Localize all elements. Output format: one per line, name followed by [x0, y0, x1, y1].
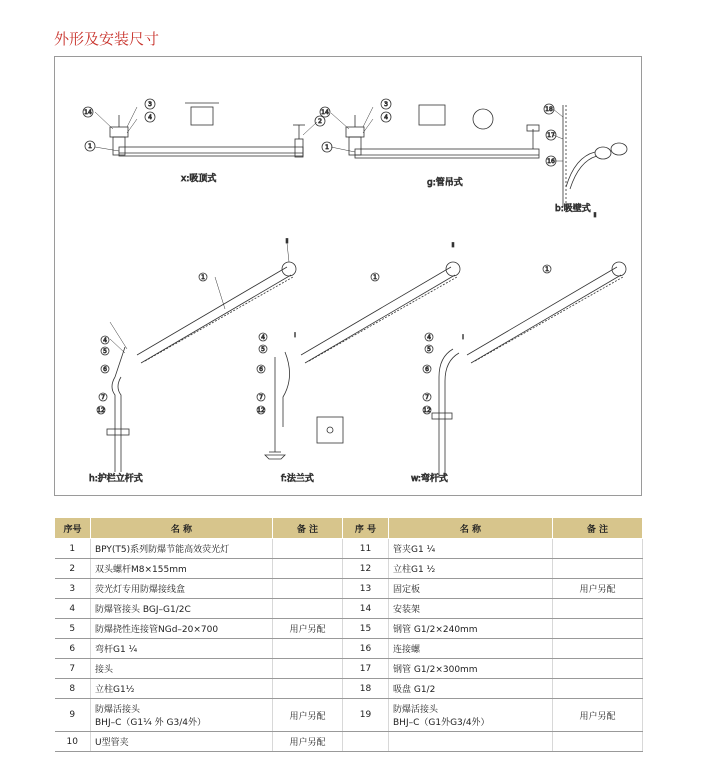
callout-12-f: 12: [257, 407, 265, 414]
table-row: [55, 539, 643, 559]
drawing-wall-mount: [544, 104, 627, 207]
callout-6-h: 6: [103, 366, 107, 373]
header-name-right: 名 称: [389, 518, 553, 539]
caption-bent-pole: w:弯杆式: [411, 474, 448, 484]
parts-table: [54, 517, 643, 752]
cell-name: 吸盘 G1/2: [389, 679, 553, 699]
cell-name-line1: 防爆活接头: [95, 705, 141, 715]
installation-drawings: [54, 56, 642, 496]
callout-5-h: 5: [103, 348, 107, 355]
cell-name-line2: BHJ–C（G1外G3/4外）: [393, 718, 490, 728]
cell-name: BPY(T5)系列防爆节能高效荧光灯: [91, 539, 273, 559]
cell-name: 固定板: [389, 579, 553, 599]
callout-7-f: 7: [259, 394, 263, 401]
callout-16: 16: [547, 158, 555, 165]
cell-note: 用户另配: [273, 699, 343, 732]
cell-name: 双头螺杆M8×155mm: [91, 559, 273, 579]
callout-12-h: 12: [97, 407, 105, 414]
cell-no: 14: [343, 599, 389, 619]
cell-name: [389, 699, 553, 732]
cell-name-line2: BHJ–C（G1¼ 外 G3/4外）: [95, 718, 206, 728]
cell-note: [553, 679, 643, 699]
callout-1: 1: [88, 143, 92, 150]
cell-no: 3: [55, 579, 91, 599]
cell-note: [273, 659, 343, 679]
callout-1-h: 1: [201, 274, 205, 281]
cell-note: [273, 539, 343, 559]
cell-no: 19: [343, 699, 389, 732]
cell-name: [389, 732, 553, 752]
cell-no: 17: [343, 659, 389, 679]
header-no-right: 序 号: [343, 518, 389, 539]
cell-note: [553, 599, 643, 619]
cell-no: 8: [55, 679, 91, 699]
cell-no: 6: [55, 639, 91, 659]
cell-no: 2: [55, 559, 91, 579]
table-header-row: [55, 518, 643, 539]
callout-roman1-f: Ⅰ: [294, 332, 296, 339]
caption-guardrail-pole: h:护栏立杆式: [89, 474, 143, 484]
callout-roman1-w: Ⅰ: [462, 334, 464, 341]
drawing-bent-pole: [423, 262, 626, 477]
callout-1-w: 1: [545, 266, 549, 273]
cell-name-line1: 防爆活接头: [393, 705, 439, 715]
cell-no: 10: [55, 732, 91, 752]
cell-note: [273, 599, 343, 619]
cell-no: 18: [343, 679, 389, 699]
cell-note: [553, 619, 643, 639]
cell-name: 钢管 G1/2×240mm: [389, 619, 553, 639]
cell-name: 管夹G1 ¼: [389, 539, 553, 559]
cell-note: 用户另配: [273, 619, 343, 639]
header-no-left: 序号: [55, 518, 91, 539]
caption-wall-mount: b:吸壁式: [555, 204, 591, 214]
cell-note: [553, 559, 643, 579]
cell-note: [553, 732, 643, 752]
callout-3: 3: [148, 101, 152, 108]
cell-name: 接头: [91, 659, 273, 679]
callout-roman2-w: Ⅱ: [593, 212, 597, 219]
header-note-right: 备 注: [553, 518, 643, 539]
cell-note: 用户另配: [553, 699, 643, 732]
cell-note: [273, 639, 343, 659]
callout-1-f: 1: [373, 274, 377, 281]
table-row: [55, 559, 643, 579]
cell-name: 安装架: [389, 599, 553, 619]
callout-5-w: 5: [427, 346, 431, 353]
cell-note: [273, 679, 343, 699]
callout-6-w: 6: [425, 366, 429, 373]
cell-note: [553, 659, 643, 679]
callout-3-g: 3: [384, 101, 388, 108]
cell-name: 防爆挠性连接管NGd–20×700: [91, 619, 273, 639]
callout-2: 2: [318, 118, 322, 125]
cell-name: 钢管 G1/2×300mm: [389, 659, 553, 679]
table-row: [55, 699, 643, 732]
cell-note: [553, 539, 643, 559]
drawing-ceiling-mount: [83, 99, 325, 157]
cell-no: 1: [55, 539, 91, 559]
table-row: [55, 619, 643, 639]
callout-5-f: 5: [261, 346, 265, 353]
callout-7-w: 7: [425, 394, 429, 401]
callout-14-g: 14: [321, 109, 329, 116]
drawing-flange-mount: [257, 262, 460, 459]
cell-no: 13: [343, 579, 389, 599]
cell-no: 5: [55, 619, 91, 639]
cell-no: 12: [343, 559, 389, 579]
cell-name: 立柱G1 ½: [389, 559, 553, 579]
drawing-guardrail-pole: [97, 243, 296, 472]
cell-note: [273, 579, 343, 599]
table-row: [55, 579, 643, 599]
cell-name: 立柱G1½: [91, 679, 273, 699]
cell-note: 用户另配: [273, 732, 343, 752]
caption-flange-mount: f:法兰式: [281, 474, 314, 484]
cell-no: 11: [343, 539, 389, 559]
drawing-pipe-pendant: [320, 99, 539, 158]
cell-no: 9: [55, 699, 91, 732]
callout-4: 4: [148, 114, 152, 121]
callout-4-h: 4: [103, 337, 107, 344]
callout-7-h: 7: [101, 394, 105, 401]
cell-note: 用户另配: [553, 579, 643, 599]
callout-18: 18: [545, 106, 553, 113]
caption-pipe-pendant: g:管吊式: [427, 178, 463, 188]
table-row: [55, 679, 643, 699]
header-name-left: 名 称: [91, 518, 273, 539]
cell-name: 荧光灯专用防爆接线盒: [91, 579, 273, 599]
cell-name: 连接螺: [389, 639, 553, 659]
cell-no: 15: [343, 619, 389, 639]
table-row: [55, 639, 643, 659]
cell-name: 弯杆G1 ¼: [91, 639, 273, 659]
cell-name: [91, 699, 273, 732]
section-heading: 外形及安装尺寸: [54, 30, 160, 48]
cell-name: U型管夹: [91, 732, 273, 752]
callout-4-w: 4: [427, 334, 431, 341]
table-row: [55, 732, 643, 752]
table-row: [55, 599, 643, 619]
callout-6-f: 6: [259, 366, 263, 373]
callout-12-w: 12: [423, 407, 431, 414]
callout-4-g: 4: [384, 114, 388, 121]
header-note-left: 备 注: [273, 518, 343, 539]
table-row: [55, 659, 643, 679]
cell-name: 防爆管接头 BGJ–G1/2C: [91, 599, 273, 619]
cell-no: [343, 732, 389, 752]
cell-no: 16: [343, 639, 389, 659]
caption-ceiling-mount: x:吸顶式: [181, 174, 217, 184]
callout-roman2-f: Ⅱ: [451, 242, 455, 249]
cell-note: [553, 639, 643, 659]
cell-no: 7: [55, 659, 91, 679]
callout-17: 17: [547, 132, 555, 139]
callout-roman2-h: Ⅱ: [285, 238, 289, 245]
callout-1-g: 1: [325, 144, 329, 151]
callout-4-f: 4: [261, 334, 265, 341]
cell-no: 4: [55, 599, 91, 619]
cell-note: [273, 559, 343, 579]
callout-14: 14: [84, 109, 92, 116]
